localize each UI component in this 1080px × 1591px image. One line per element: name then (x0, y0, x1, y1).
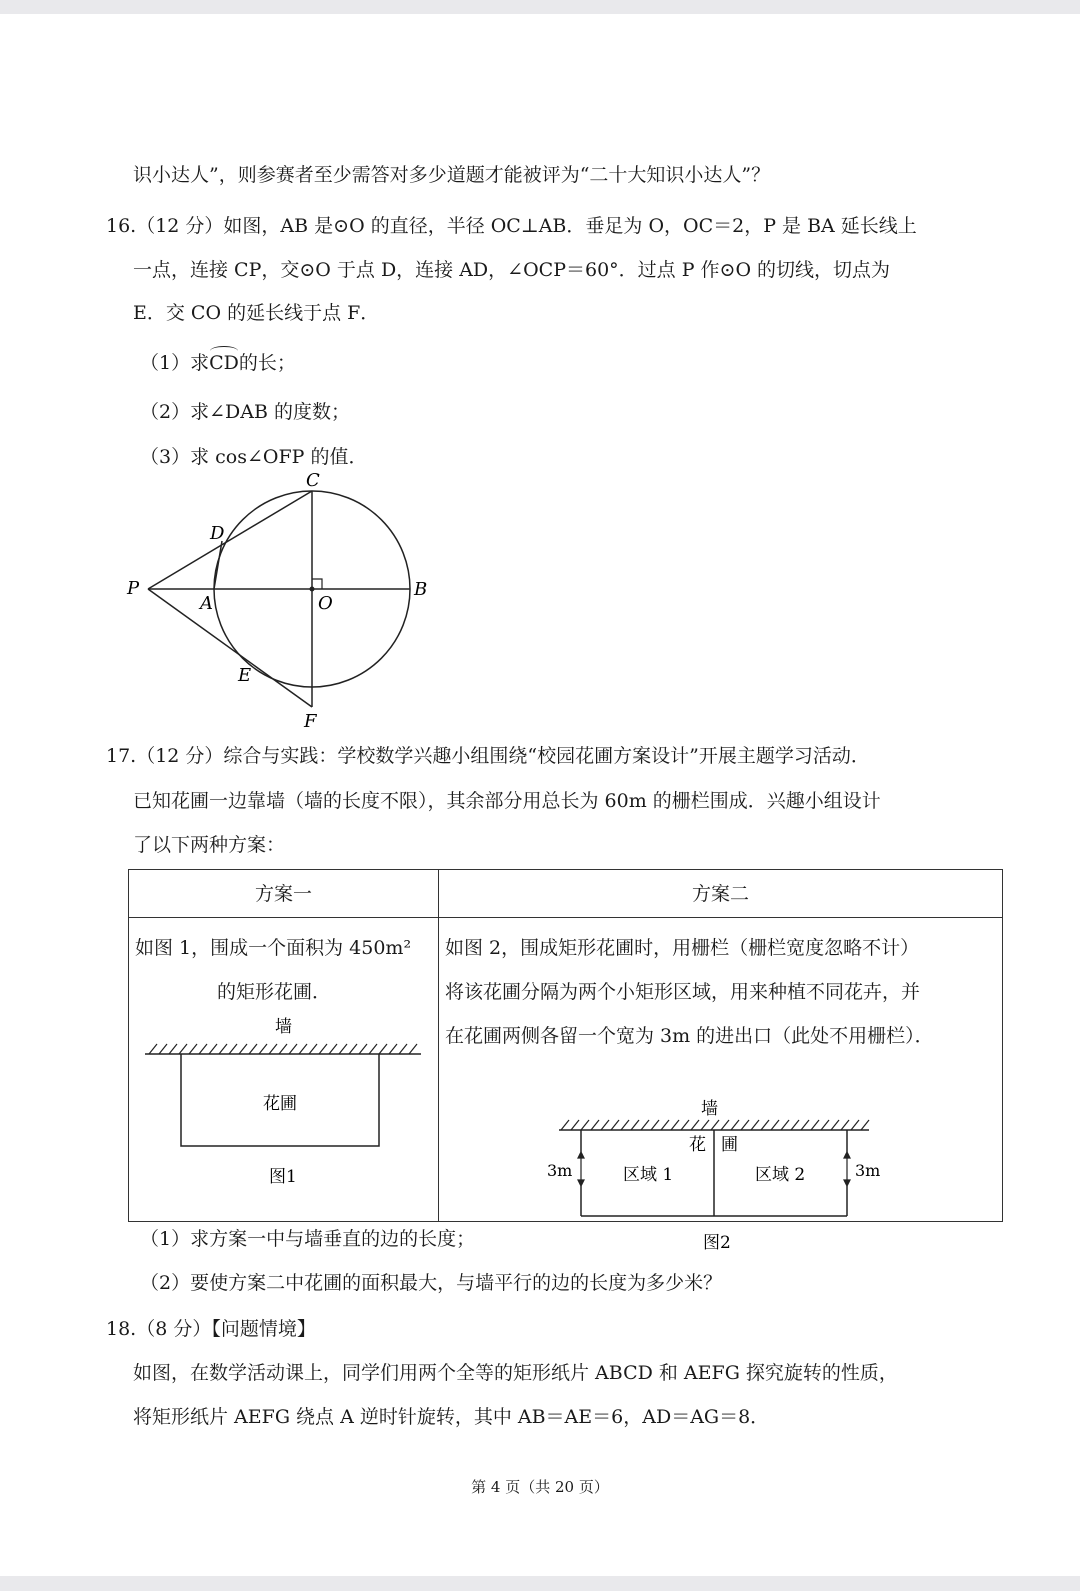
fig1-caption: 图1 (269, 1167, 297, 1187)
q18-line3: 将矩形纸片 AEFG 绕点 A 逆时针旋转，其中 AB＝AE＝6，AD＝AG＝8． (133, 1406, 770, 1428)
label-f: F (304, 711, 317, 732)
q18-line2: 如图，在数学活动课上，同学们用两个全等的矩形纸片 ABCD 和 AEFG 探究旋转的性质， (133, 1362, 898, 1384)
figure-1 (139, 1010, 429, 1210)
plan-two-text1: 如图 2，围成矩形花圃时，用栅栏（栅栏宽度忽略不计） (445, 937, 920, 959)
q16-sub2: （2）求∠DAB 的度数； (140, 401, 350, 423)
label-e: E (238, 665, 252, 686)
q17-line3: 了以下两种方案： (133, 834, 286, 856)
point-o (310, 587, 315, 592)
plan-two-cell (439, 918, 1003, 1253)
label-b: B (414, 579, 428, 600)
q16-sub1-suffix: 的长； (238, 352, 296, 374)
q16-sub3: （3）求 cos∠OFP 的值． (140, 446, 368, 468)
arc-cd (209, 350, 239, 376)
q17-sub1: （1）求方案一中与墙垂直的边的长度； (140, 1228, 476, 1250)
fig2-left-gap-marker (578, 1152, 584, 1186)
q16-sub1 (140, 350, 296, 376)
figure-2 (535, 1096, 895, 1256)
fig1-wall-hatching (149, 1044, 417, 1054)
q16-line3: E．交 CO 的延长线于点 F． (133, 302, 380, 324)
q17-line2: 已知花圃一边靠墙（墙的长度不限），其余部分用总长为 60m 的栅栏围成．兴趣小组设计 (133, 790, 881, 812)
fig2-gap-right-label: 3m (855, 1161, 881, 1180)
fig2-gap-left-label: 3m (547, 1161, 573, 1180)
line-pc (148, 491, 312, 589)
page-footer: 第 4 页（共 20 页） (471, 1478, 609, 1496)
fig2-garden-label-a: 花 (689, 1135, 706, 1155)
exam-page (0, 14, 1080, 1576)
fig2-caption: 图2 (703, 1233, 731, 1253)
plan-two-text2: 将该花圃分隔为两个小矩形区域，用来种植不同花卉，并 (445, 981, 921, 1003)
q16-geometry-figure (120, 469, 440, 734)
line-pf (148, 589, 312, 707)
plan-one-title: 方案一 (129, 870, 439, 918)
arc-symbol (210, 346, 238, 356)
plan-one-text2: 的矩形花圃． (217, 981, 332, 1003)
fig1-garden-label: 花圃 (263, 1094, 297, 1114)
fig1-wall-label: 墙 (275, 1017, 292, 1037)
label-o: O (318, 593, 333, 614)
fig2-zone1-label: 区域 1 (623, 1165, 674, 1185)
q17-header: 17.（12 分）综合与实践：学校数学兴趣小组围绕“校园花圃方案设计”开展主题学习活动． (106, 745, 870, 767)
label-p: P (127, 578, 140, 599)
plan-two-title: 方案二 (439, 870, 1003, 918)
fig2-wall-label: 墙 (701, 1099, 718, 1119)
label-a: A (200, 593, 213, 614)
plan-one-text1: 如图 1，围成一个面积为 450m² (135, 937, 412, 959)
q17-sub2: （2）要使方案二中花圃的面积最大，与墙平行的边的长度为多少米？ (140, 1272, 723, 1294)
fig2-zone2-label: 区域 2 (755, 1165, 806, 1185)
fig2-right-gap-marker (844, 1152, 850, 1186)
q16-header: 16.（12 分）如图，AB 是⊙O 的直径，半径 OC⊥AB．垂足为 O，OC＝2，P 是 BA 延长线上 (106, 215, 917, 237)
label-d: D (210, 523, 225, 544)
fig2-wall-hatching (561, 1120, 869, 1130)
label-c: C (306, 470, 320, 491)
previous-question-tail: 识小达人”，则参赛者至少需答对多少道题才能被评为“二十大知识小达人”？ (133, 164, 771, 186)
arc-letters: CD (209, 352, 239, 374)
fig2-garden-label-b: 圃 (721, 1135, 738, 1155)
q18-header: 18.（8 分）【问题情境】 (106, 1318, 316, 1340)
plan-one-cell (129, 918, 439, 1222)
q16-line2: 一点，连接 CP，交⊙O 于点 D，连接 AD，∠OCP＝60°．过点 P 作⊙O 的切线，切点为 (133, 259, 891, 281)
q16-sub1-prefix: （1）求 (140, 352, 210, 374)
plan-two-text3: 在花圃两侧各留一个宽为 3m 的进出口（此处不用栅栏）． (445, 1025, 934, 1047)
